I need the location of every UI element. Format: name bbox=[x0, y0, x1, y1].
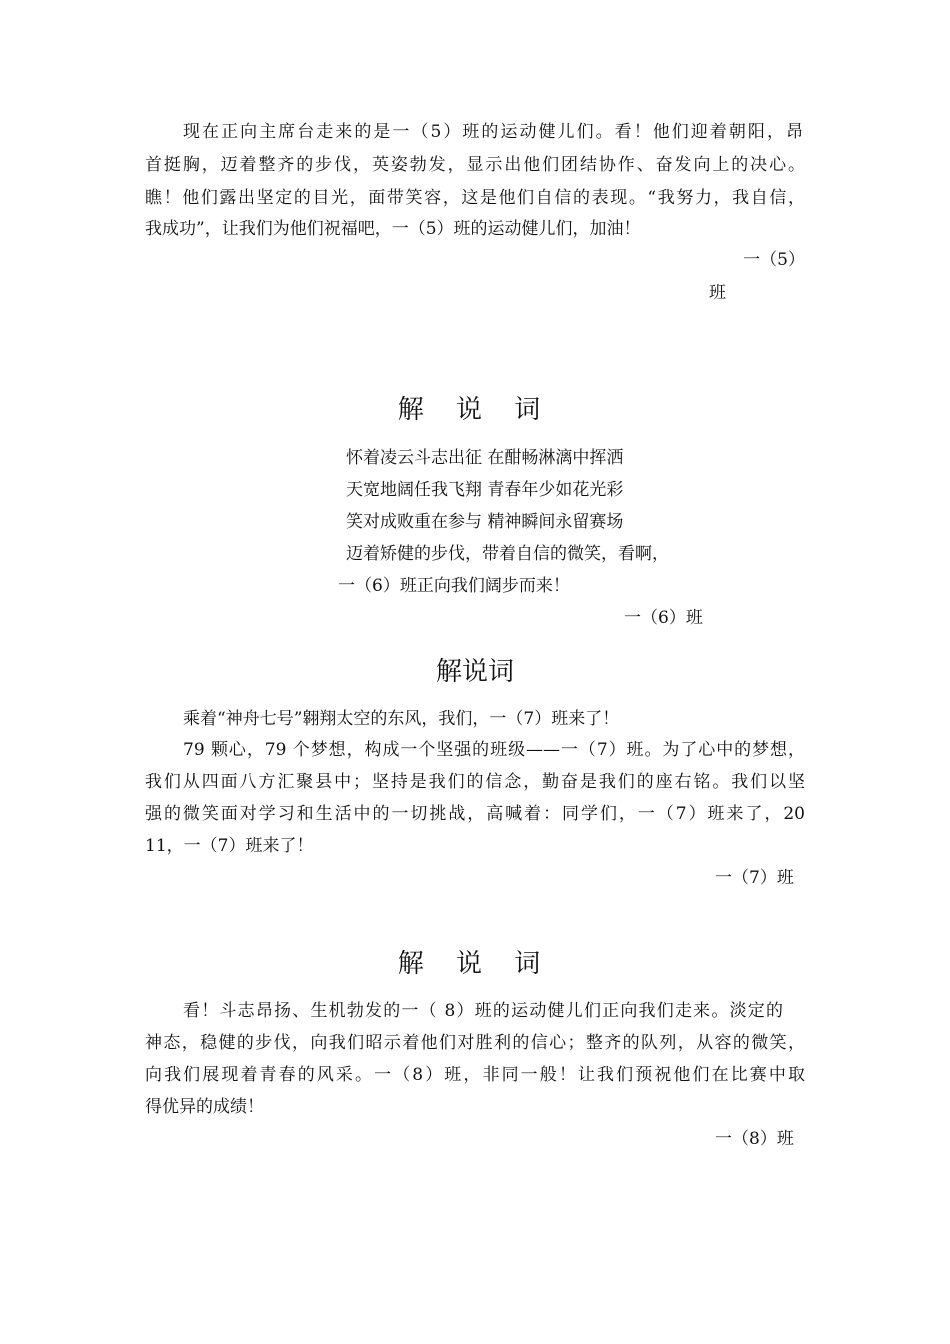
signature-cont: 班 bbox=[709, 283, 726, 303]
signature: 一（5） bbox=[743, 250, 805, 270]
paragraph-line: 向我们展现着青春的风采。一（8）班，非同一般！让我们预祝他们在比赛中取 bbox=[145, 1065, 805, 1085]
signature: 一（7）班 bbox=[715, 868, 794, 888]
paragraph-line: 看！斗志昂扬、生机勃发的一（ 8）班的运动健儿们正向我们走来。淡定的 bbox=[183, 1001, 783, 1021]
paragraph-line: 我们从四面八方汇聚县中；坚持是我们的信念，勤奋是我们的座右铭。我们以坚 bbox=[145, 772, 805, 792]
poem-line: 笑对成败重在参与 精神瞬间永留赛场 bbox=[346, 512, 624, 532]
signature: 一（6）班 bbox=[624, 608, 703, 628]
section-title: 解 说 词 bbox=[397, 949, 553, 979]
paragraph-line: 强的微笑面对学习和生活中的一切挑战，高喊着：同学们，一（7）班来了，20 bbox=[145, 804, 805, 824]
paragraph-line: 神态，稳健的步伐，向我们昭示着他们对胜利的信心；整齐的队列，从容的微笑， bbox=[145, 1033, 805, 1053]
poem-line: 天宽地阔任我飞翔 青春年少如花光彩 bbox=[346, 480, 624, 500]
paragraph-line: 瞧！他们露出坚定的目光，面带笑容，这是他们自信的表现。“我努力，我自信， bbox=[145, 188, 805, 208]
paragraph-line: 我成功”，让我们为他们祝福吧，一（5）班的运动健儿们，加油！ bbox=[145, 219, 641, 239]
paragraph-line: 现在正向主席台走来的是一（5）班的运动健儿们。看！他们迎着朝阳，昂 bbox=[183, 122, 803, 142]
poem-line: 一（6）班正向我们阔步而来！ bbox=[338, 576, 570, 596]
poem-line: 怀着凌云斗志出征 在酣畅淋漓中挥洒 bbox=[346, 448, 624, 468]
section-title: 解 说 词 bbox=[397, 395, 553, 425]
poem-line: 迈着矫健的步伐，带着自信的微笑，看啊， bbox=[346, 544, 669, 564]
paragraph-line: 首挺胸，迈着整齐的步伐，英姿勃发，显示出他们团结协作、奋发向上的决心。 bbox=[145, 155, 805, 175]
paragraph-line: 得优异的成绩！ bbox=[145, 1097, 264, 1117]
paragraph-line: 11，一（7）班来了！ bbox=[145, 836, 314, 856]
paragraph-line: 乘着“神舟七号”翱翔太空的东风，我们，一（7）班来了！ bbox=[183, 709, 620, 729]
signature: 一（8）班 bbox=[715, 1129, 794, 1149]
paragraph-line: 79 颗心，79 个梦想，构成一个坚强的班级——一（7）班。为了心中的梦想， bbox=[183, 740, 805, 760]
section-title: 解说词 bbox=[435, 657, 514, 687]
